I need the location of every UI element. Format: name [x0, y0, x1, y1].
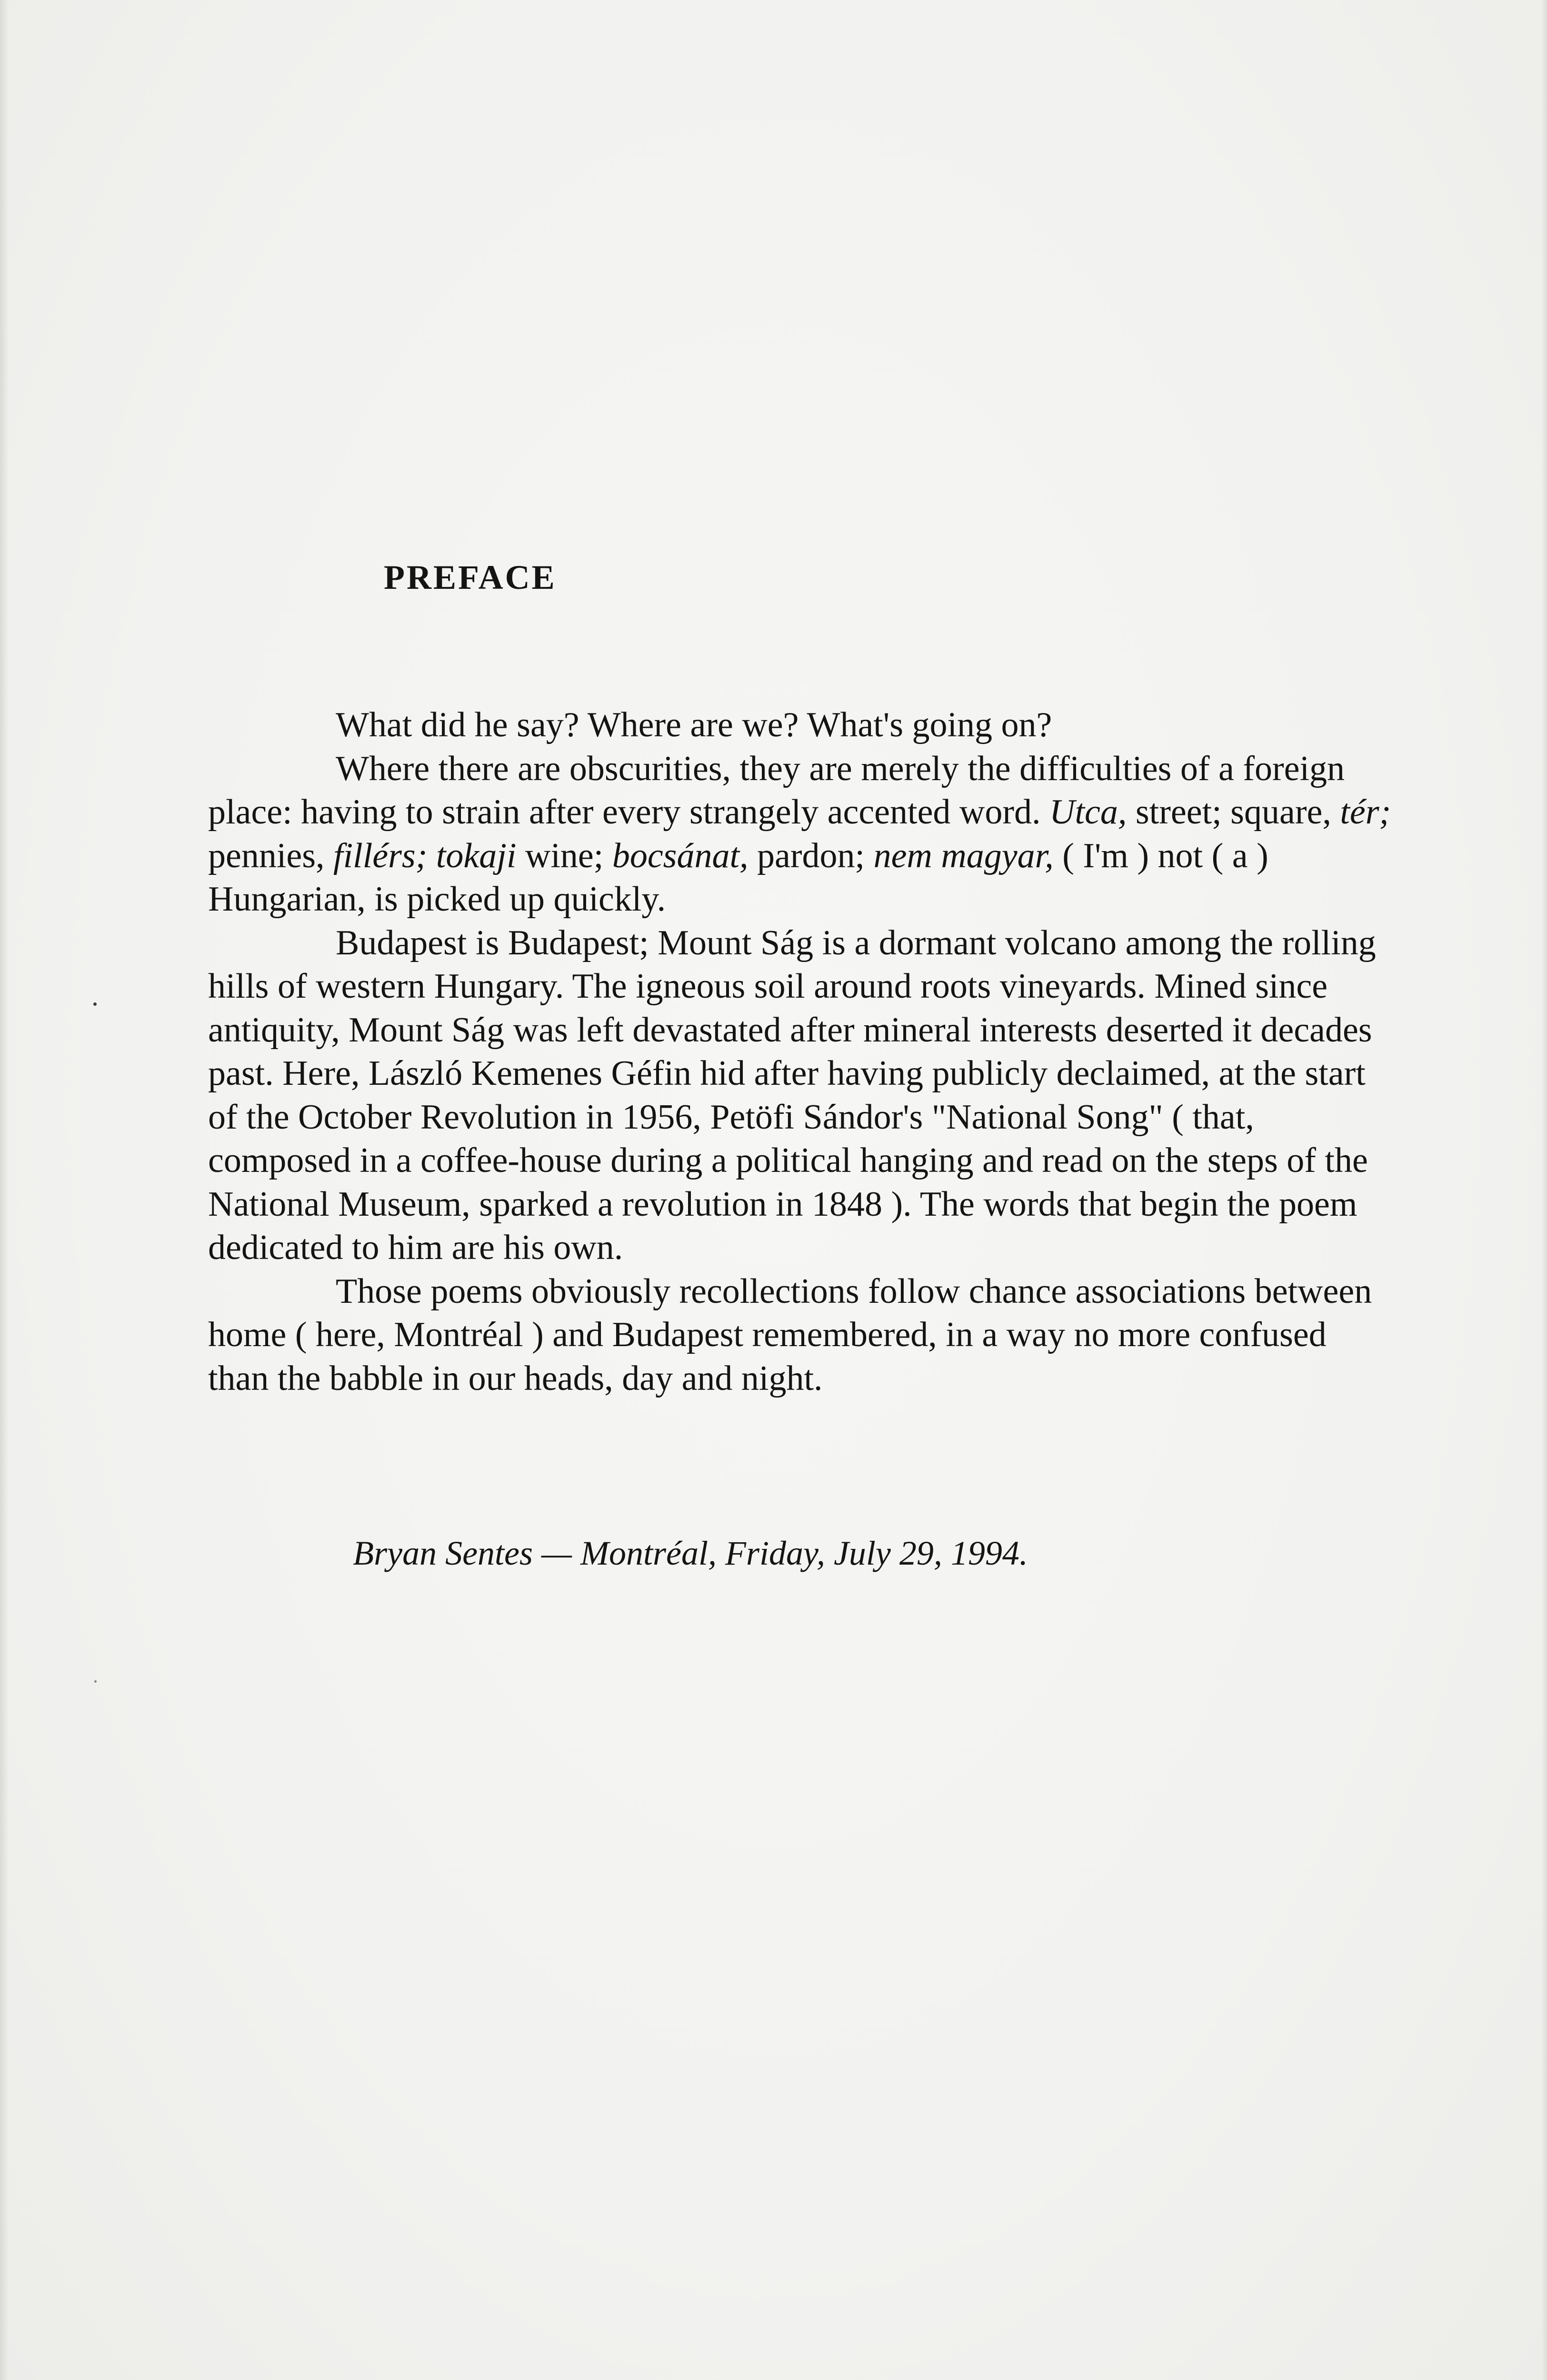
- page-left-edge-shadow: [0, 0, 9, 2380]
- hungarian-words-nem-magyar: nem magyar,: [873, 836, 1054, 875]
- signature-line: Bryan Sentes — Montréal, Friday, July 29, 1994.: [353, 1534, 1028, 1572]
- paragraph-2-text: street; square,: [1127, 793, 1340, 832]
- preface-heading: PREFACE: [384, 558, 557, 596]
- paragraph-2-text: pardon;: [748, 836, 874, 875]
- paragraph-2-text: Where there are obscurities, they are merely the difficulties of a foreign place: having to strain after every strangely accented word.: [208, 749, 1345, 832]
- paragraph-4: [208, 1270, 1394, 1401]
- paragraph-2-text: ( I'm ) not ( a ) Hungarian, is picked up quickly.: [208, 836, 1268, 919]
- preface-body: [208, 704, 1394, 1400]
- paragraph-1-text: What did he say? Where are we? What's going on?: [336, 705, 1052, 744]
- paragraph-2-text: pennies,: [208, 836, 334, 875]
- paper-speck: [93, 1002, 97, 1006]
- paragraph-3-text: Budapest is Budapest; Mount Ság is a dormant volcano among the rolling hills of western Hungary. The igneous soil around roots vineyards. Mined since antiquity, Mount Ság was left devastated after mineral interests deserted it decades past. Here, László Kemenes Géfin hid after having publicly declaimed, at the start of the October Revolution in 1956, Petöfi Sándor's "National Song" ( that, composed in a coffee-house during a political hanging and read on the steps of the National Museum, sparked a revolution in 1848 ). The words that begin the poem dedicated to him are his own.: [208, 923, 1376, 1267]
- paragraph-4-text: Those poems obviously recollections follow chance associations between home ( here, Montréal ) and Budapest remembered, in a way no more confused than the babble in our heads, day and night.: [208, 1271, 1372, 1398]
- hungarian-word-utca: Utca,: [1049, 793, 1127, 832]
- paper-speck: [94, 1680, 97, 1683]
- paragraph-3: [208, 922, 1394, 1270]
- page-right-edge-shadow: [1541, 0, 1547, 2380]
- paragraph-1: [208, 704, 1394, 747]
- hungarian-word-ter: tér;: [1340, 793, 1391, 832]
- hungarian-word-bocsanat: bocsánat,: [612, 836, 749, 875]
- paragraph-2-text: wine;: [516, 836, 612, 875]
- paragraph-2: [208, 747, 1394, 922]
- hungarian-words-fillers-tokaji: fillérs; tokaji: [333, 836, 517, 875]
